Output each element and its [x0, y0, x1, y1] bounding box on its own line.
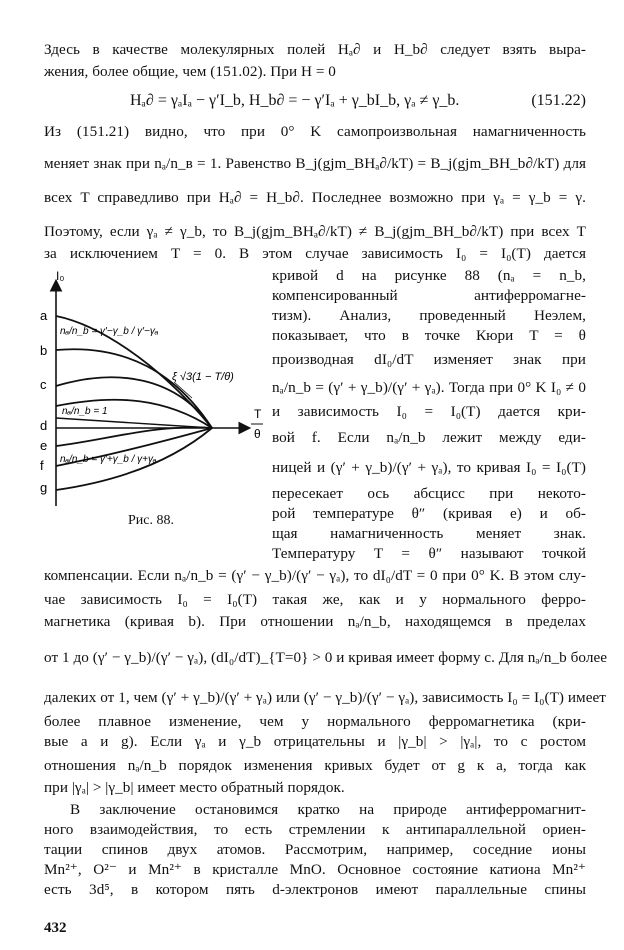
- curve-label-c: c: [40, 377, 47, 392]
- y-axis-label: I₀: [56, 269, 65, 283]
- x-axis-label-t: T: [254, 407, 262, 421]
- equation-151-22: [44, 92, 586, 110]
- equation-body: Hₐ∂ = γₐIₐ − γ′I_b, H_b∂ = − γ′Iₐ + γ_bI_b, γₐ ≠ γ_b.: [130, 92, 460, 109]
- text-line-30: В заключение остановимся кратко на природе антиферромагнит-: [70, 801, 586, 818]
- text-line-32: тации спинов двух атомов. Рассмотрим, например, соседние ионы: [44, 841, 586, 858]
- text-line-22: чае зависимость I₀ = I₀(T) такая же, как и у нормального ферро-: [44, 591, 586, 608]
- annotation-sqrt: ξ √3(1 − T/θ): [172, 371, 234, 383]
- text-line-31: ного взаимодействия, то есть стремлении к антипараллельной ориен-: [44, 821, 586, 838]
- text-line-13: nₐ/n_b = (γ′ + γ_b)/(γ′ + γₐ). Тогда при 0° K I₀ ≠ 0: [272, 379, 586, 396]
- text-line-9: компенсированный антиферромагне-: [272, 287, 586, 304]
- text-line-20: Температуру T = θ″ называют точкой: [272, 545, 586, 562]
- text-line-10: тизм). Анализ, проведенный Неэлем,: [272, 307, 586, 324]
- curve-e: [56, 427, 212, 446]
- annotation-top: nₐ/n_b = γ′−γ_b / γ′−γₐ: [60, 326, 159, 337]
- text-line-3: Из (151.21) видно, что при 0° K самопроизвольная намагниченность: [44, 123, 586, 140]
- curve-label-f: f: [40, 458, 44, 473]
- text-line-11: показывает, что в точке Кюри T = θ: [272, 327, 586, 344]
- text-line-21: компенсации. Если nₐ/n_b = (γ′ − γ_b)/(γ′ − γₐ), то dI₀/dT = 0 при 0° K. В этом слу-: [44, 567, 586, 584]
- curve-label-d: d: [40, 418, 48, 433]
- equation-number: (151.22): [531, 92, 586, 109]
- text-line-17: пересекает ось абсцисс при некото-: [272, 485, 586, 502]
- text-line-12: производная dI₀/dT изменяет знак при: [272, 351, 586, 368]
- text-line-33: Mn²⁺, O²⁻ и Mn²⁺ в кристалле MnO. Основное состояние катиона Mn²⁺: [44, 861, 586, 878]
- text-line-6: Поэтому, если γₐ ≠ γ_b, то B_j(gjm_BHₐ∂/kT) ≠ B_j(gjm_BH_b∂/kT) при всех T: [44, 223, 586, 240]
- curve-label-a: a: [40, 308, 48, 323]
- text-line-7: за исключением T = 0. В этом случае зависимость I₀ = I₀(T) дается: [44, 245, 586, 262]
- text-line-4: меняет знак при nₐ/n_в = 1. Равенство B_j(gjm_BHₐ∂/kT) = B_j(gjm_BH_b∂/kT) для: [44, 155, 586, 172]
- curve-d-flat: [56, 418, 212, 428]
- text-line-19: щая намагниченность меняет знак.: [272, 525, 586, 542]
- text-line-16: ницей и (γ′ + γ_b)/(γ′ + γₐ), то кривая I₀ = I₀(T): [272, 459, 586, 476]
- text-line-14: и зависимость I₀ = I₀(T) дается кри-: [272, 403, 586, 420]
- figure-caption: Рис. 88.: [128, 513, 174, 528]
- figure-88: [36, 268, 272, 508]
- text-line-15: вой f. Если nₐ/n_b лежит между еди-: [272, 429, 586, 446]
- text-line-8: кривой d на рисунке 88 (nₐ = n_b,: [272, 267, 586, 284]
- text-line-25: далеких от 1, чем (γ′ + γ_b)/(γ′ + γₐ) или (γ′ − γ_b)/(γ′ − γₐ), зависимость I₀ = I₀(T) имеет: [44, 689, 606, 706]
- text-line-2: жения, более общие, чем (151.02). При H = 0: [44, 63, 336, 80]
- text-line-18: рой температуре θ″ (кривая e) и об-: [272, 505, 586, 522]
- text-line-24: от 1 до (γ′ − γ_b)/(γ′ − γₐ), (dI₀/dT)_{T=0} > 0 и кривая имеет форму c. Для nₐ/n_b более: [44, 649, 608, 666]
- x-axis-label-theta: θ: [254, 427, 261, 441]
- curve-label-g: g: [40, 480, 48, 495]
- annotation-middle: nₐ/n_b = 1: [62, 406, 108, 417]
- text-line-26: более плавное изменение, чем у нормального ферромагнетика (кри-: [44, 713, 586, 730]
- annotation-bottom: nₐ/n_b = γ′+γ_b / γ+γₐ: [60, 454, 157, 465]
- text-line-27: вые a и g). Если γₐ и γ_b отрицательны и |γ_b| > |γₐ|, то с ростом: [44, 733, 586, 750]
- text-line-5: всех T справедливо при Hₐ∂ = H_b∂. Последнее возможно при γₐ = γ_b = γ.: [44, 189, 586, 206]
- curve-label-b: b: [40, 343, 48, 358]
- text-line-34: есть 3d⁵, в котором пять d-электронов имеют параллельные спины: [44, 881, 586, 898]
- text-line-28: отношения nₐ/n_b порядок изменения кривых будет от g к a, тогда как: [44, 757, 586, 774]
- text-line-23: магнетика (кривая b). При отношении nₐ/n_b, находящемся в пределах: [44, 613, 586, 630]
- curve-label-e: e: [40, 438, 48, 453]
- text-line-1: Здесь в качестве молекулярных полей Hₐ∂ и H_b∂ следует взять выра-: [44, 41, 586, 58]
- text-line-29: при |γₐ| > |γ_b| имеет место обратный порядок.: [44, 779, 345, 796]
- page-number: 432: [44, 920, 67, 936]
